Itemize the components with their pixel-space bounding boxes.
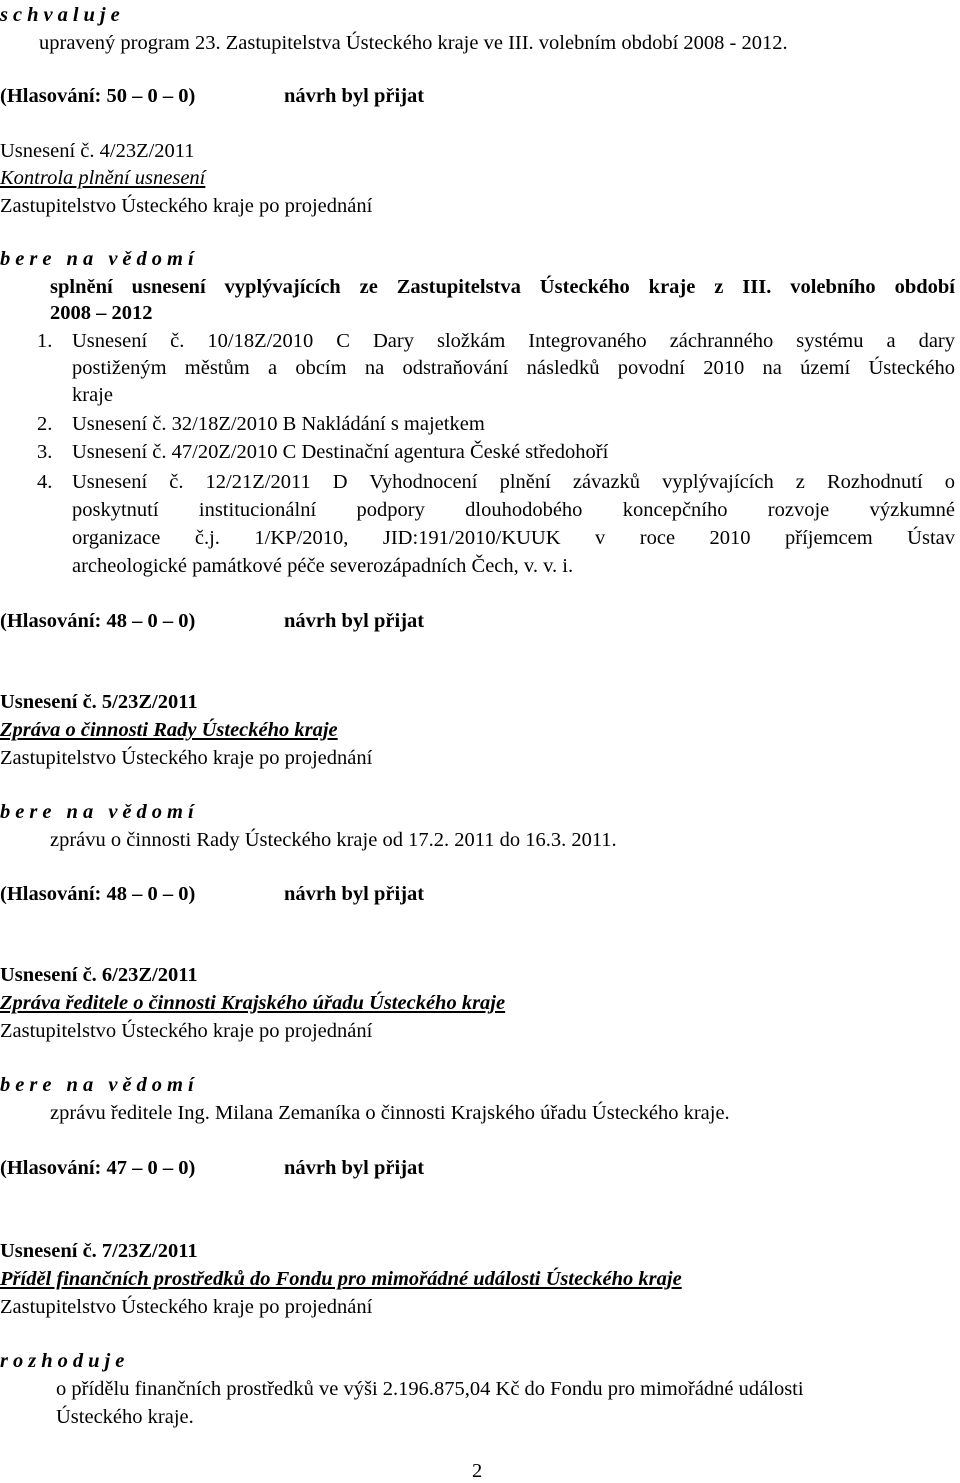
list-item-line: organizace č.j. 1/KP/2010, JID:191/2010/KUUK v roce 2010 příjemcem Ústav [72, 527, 955, 549]
vote-count: (Hlasování: 48 – 0 – 0) [0, 883, 196, 905]
resolution-title: Kontrola plnění usnesení [0, 167, 206, 189]
list-item-line: archeologické památkové péče severozápadních Čech, v. v. i. [72, 555, 574, 577]
lead-text-period: 2008 – 2012 [50, 302, 153, 324]
verb-bere-na-vedomi: bere na vědomí [0, 1074, 199, 1096]
list-item-line: Usnesení č. 47/20Z/2010 C Destinační agentura České středohoří [72, 441, 609, 463]
resolution-text: zprávu o činnosti Rady Ústeckého kraje od 17.2. 2011 do 16.3. 2011. [50, 829, 617, 851]
vote-result: návrh byl přijat [284, 610, 425, 632]
resolution-number: Usnesení č. 7/23Z/2011 [0, 1240, 198, 1262]
resolution-intro: Zastupitelstvo Ústeckého kraje po projednání [0, 1296, 373, 1318]
list-item-line: Usnesení č. 10/18Z/2010 C Dary složkám Integrovaného záchranného systému a dary [72, 330, 955, 352]
list-item-number: 1. [37, 330, 53, 352]
resolution-text: zprávu ředitele Ing. Milana Zemaníka o činnosti Krajského úřadu Ústeckého kraje. [50, 1102, 730, 1124]
resolution-intro: Zastupitelstvo Ústeckého kraje po projednání [0, 747, 373, 769]
verb-schvaluje: schvaluje [0, 4, 125, 26]
list-item-line: Usnesení č. 32/18Z/2010 B Nakládání s majetkem [72, 413, 485, 435]
resolution-title: Zpráva o činnosti Rady Ústeckého kraje [0, 719, 338, 741]
resolution-number: Usnesení č. 6/23Z/2011 [0, 964, 198, 986]
resolution-text: o přídělu finančních prostředků ve výši 2.196.875,04 Kč do Fondu pro mimořádné události [56, 1378, 804, 1400]
program-text: upravený program 23. Zastupitelstva Ústeckého kraje ve III. volebním období 2008 - 2012. [39, 32, 788, 54]
list-item-line: Usnesení č. 12/21Z/2011 D Vyhodnocení plnění závazků vyplývajících z Rozhodnutí o [72, 471, 955, 493]
vote-count: (Hlasování: 47 – 0 – 0) [0, 1157, 196, 1179]
vote-result: návrh byl přijat [284, 85, 425, 107]
list-item-line: postiženým městům a obcím na odstraňování následků povodní 2010 na území Ústeckého [72, 357, 955, 379]
verb-bere-na-vedomi: bere na vědomí [0, 801, 199, 823]
resolution-intro: Zastupitelstvo Ústeckého kraje po projednání [0, 1020, 373, 1042]
resolution-text: Ústeckého kraje. [56, 1406, 194, 1428]
lead-text: splnění usnesení vyplývajících ze Zastupitelstva Ústeckého kraje z III. volebního období [50, 276, 955, 298]
verb-rozhoduje: rozhoduje [0, 1350, 130, 1372]
vote-result: návrh byl přijat [284, 1157, 425, 1179]
resolution-number: Usnesení č. 4/23Z/2011 [0, 140, 195, 162]
page-number: 2 [472, 1460, 483, 1482]
vote-count: (Hlasování: 50 – 0 – 0) [0, 85, 196, 107]
resolution-intro: Zastupitelstvo Ústeckého kraje po projednání [0, 195, 373, 217]
list-item-number: 3. [37, 441, 53, 463]
verb-bere-na-vedomi: bere na vědomí [0, 248, 199, 270]
resolution-title: Zpráva ředitele o činnosti Krajského úřadu Ústeckého kraje [0, 992, 506, 1014]
resolution-number: Usnesení č. 5/23Z/2011 [0, 691, 198, 713]
vote-result: návrh byl přijat [284, 883, 425, 905]
list-item-line: kraje [72, 384, 113, 406]
vote-count: (Hlasování: 48 – 0 – 0) [0, 610, 196, 632]
resolution-title: Příděl finančních prostředků do Fondu pro mimořádné události Ústeckého kraje [0, 1268, 682, 1290]
list-item-number: 4. [37, 471, 53, 493]
list-item-number: 2. [37, 413, 53, 435]
list-item-line: poskytnutí institucionální podpory dlouhodobého koncepčního rozvoje výzkumné [72, 499, 955, 521]
